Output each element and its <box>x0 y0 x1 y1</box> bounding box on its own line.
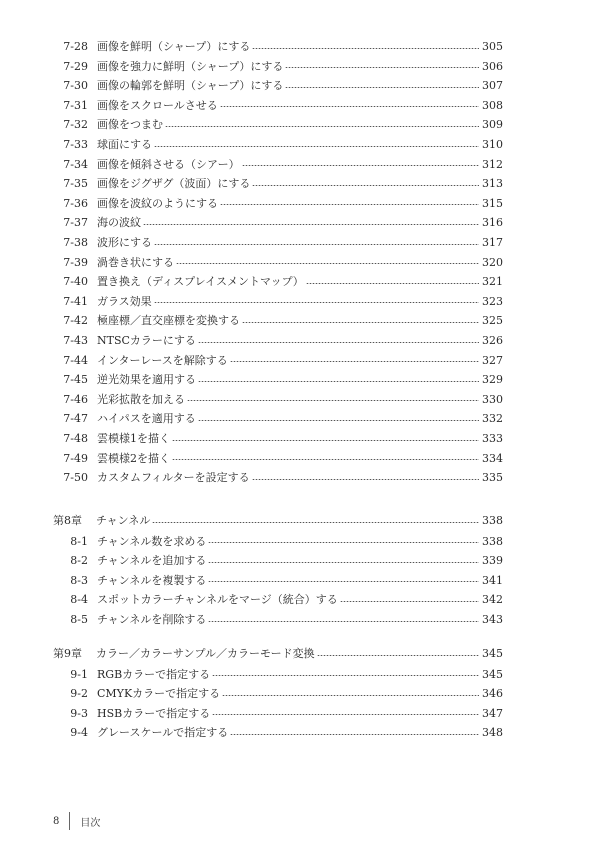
entry-title: HSBカラーで指定する <box>97 706 211 720</box>
page-number: 332 <box>482 412 503 426</box>
entry-title: 渦巻き状にする <box>97 255 174 269</box>
entry-title: 雲模様2を描く <box>97 451 170 465</box>
entry-title: 極座標／直交座標を変換する <box>97 314 240 328</box>
toc-entry <box>58 273 503 291</box>
dot-leader <box>143 224 479 225</box>
toc-entry <box>58 371 503 389</box>
dot-leader <box>154 302 479 303</box>
dot-leader <box>317 655 479 656</box>
entry-title: 海の波紋 <box>97 216 141 230</box>
entry-number: 7-47 <box>63 412 88 426</box>
toc-entry <box>58 705 503 723</box>
dot-leader <box>220 106 479 107</box>
dot-leader <box>230 734 479 735</box>
toc-entry <box>58 77 503 95</box>
page-number: 330 <box>482 392 503 406</box>
entry-title: ガラス効果 <box>97 294 152 308</box>
entry-title: NTSCカラーにする <box>97 334 196 347</box>
page-number: 329 <box>482 373 503 387</box>
entry-title: 画像を波紋のようにする <box>97 196 218 210</box>
entry-title: RGBカラーで指定する <box>97 667 211 681</box>
entry-number: 7-49 <box>63 451 88 465</box>
entry-title: 逆光効果を適用する <box>97 373 196 387</box>
entry-number: 8-5 <box>70 613 88 626</box>
toc-entry <box>58 116 503 134</box>
page-number: 326 <box>482 334 503 347</box>
toc-entry <box>58 552 503 570</box>
entry-number: 8-1 <box>70 534 88 548</box>
entry-title: 雲模様1を描く <box>97 432 170 445</box>
entry-number: 7-35 <box>63 177 88 191</box>
page-number: 309 <box>482 118 503 132</box>
entry-number: 7-38 <box>63 236 88 249</box>
entry-title: インターレースを解除する <box>97 353 228 367</box>
entry-number: 9-4 <box>70 726 88 740</box>
dot-leader <box>176 263 479 264</box>
footer-page-number: 8 <box>53 815 60 827</box>
entry-title: 波形にする <box>97 236 152 249</box>
entry-title: グレースケールで指定する <box>97 726 229 740</box>
toc-entry <box>58 666 503 684</box>
page-number: 307 <box>482 79 503 93</box>
toc-entry <box>58 58 503 76</box>
entry-number: 7-34 <box>63 157 88 171</box>
dot-leader <box>198 381 479 382</box>
dot-leader <box>198 342 479 343</box>
entry-number: 7-39 <box>63 255 88 269</box>
dot-leader <box>242 165 479 166</box>
toc-entry <box>58 195 503 213</box>
toc-chapter-heading <box>53 512 503 530</box>
toc-entry <box>58 136 503 154</box>
entry-number: 7-48 <box>63 432 88 445</box>
dot-leader <box>242 322 479 323</box>
entry-title: 画像の輪郭を鮮明（シャープ）にする <box>97 79 284 93</box>
toc-entry <box>58 430 503 448</box>
entry-number: 7-32 <box>63 118 88 132</box>
toc-entry <box>58 214 503 232</box>
entry-number: 7-43 <box>63 334 88 347</box>
dot-leader <box>220 204 479 205</box>
toc-entry <box>58 97 503 115</box>
entry-number: 7-36 <box>63 196 88 210</box>
entry-number: 7-41 <box>63 294 88 308</box>
dot-leader <box>187 400 479 401</box>
entry-number: 7-44 <box>63 353 88 367</box>
toc-entry <box>58 724 503 742</box>
toc-chapter-heading <box>53 645 503 663</box>
entry-title: スポットカラーチャンネルをマージ（統合）する <box>97 593 338 607</box>
page-number: 343 <box>482 613 503 626</box>
page-footer <box>53 812 100 830</box>
page-number: 346 <box>482 687 503 701</box>
entry-number: 8-4 <box>70 593 88 607</box>
entry-number: 8-2 <box>70 554 88 568</box>
page-number: 325 <box>482 314 503 328</box>
toc-entry <box>58 175 503 193</box>
chapter-title: チャンネル <box>96 514 151 527</box>
dot-leader <box>154 244 479 245</box>
page-number: 306 <box>482 59 503 73</box>
entry-title: 光彩拡散を加える <box>97 392 185 406</box>
dot-leader <box>208 542 479 543</box>
entry-number: 7-40 <box>63 275 88 289</box>
dot-leader <box>285 67 479 68</box>
toc-entry <box>58 332 503 350</box>
entry-title: ハイパスを適用する <box>97 412 196 426</box>
page-number: 342 <box>482 593 503 607</box>
chapter-number: 第8章 <box>53 514 82 527</box>
page-number: 312 <box>482 157 503 171</box>
dot-leader <box>208 621 479 622</box>
dot-leader <box>306 283 479 284</box>
toc-entry <box>58 572 503 590</box>
dot-leader <box>252 479 479 480</box>
toc-entry <box>58 38 503 56</box>
page-number: 333 <box>482 432 503 445</box>
dot-leader <box>212 714 479 715</box>
dot-leader <box>154 146 479 147</box>
entry-title: チャンネルを削除する <box>97 613 207 626</box>
toc-entry <box>58 591 503 609</box>
page-number: 334 <box>482 451 503 465</box>
dot-leader <box>172 459 479 460</box>
page-number: 308 <box>482 98 503 112</box>
toc-entry <box>58 234 503 252</box>
toc-entry <box>58 293 503 311</box>
toc-entry <box>58 450 503 468</box>
page-number: 345 <box>482 667 503 681</box>
entry-title: 球面にする <box>97 138 152 151</box>
entry-number: 7-46 <box>63 392 88 406</box>
dot-leader <box>252 48 479 49</box>
page-number: 335 <box>482 471 503 485</box>
dot-leader <box>198 420 479 421</box>
entry-number: 9-1 <box>70 667 88 681</box>
page-number: 348 <box>482 726 503 740</box>
entry-number: 7-37 <box>63 216 88 230</box>
entry-title: カスタムフィルターを設定する <box>97 471 250 485</box>
dot-leader <box>208 581 479 582</box>
entry-number: 7-31 <box>63 98 88 112</box>
entry-number: 7-29 <box>63 59 88 73</box>
toc-entry <box>58 410 503 428</box>
dot-leader <box>222 695 479 696</box>
page-number: 323 <box>482 294 503 308</box>
page-number: 327 <box>482 353 503 367</box>
chapter-title: カラー／カラーサンプル／カラーモード変換 <box>96 647 315 660</box>
dot-leader <box>252 185 479 186</box>
entry-title: 画像をジグザグ（波面）にする <box>97 177 251 191</box>
footer-label: 目次 <box>80 817 101 829</box>
dot-leader <box>340 601 479 602</box>
page-number: 347 <box>482 706 503 720</box>
entry-title: チャンネルを複製する <box>97 573 207 587</box>
page-number: 316 <box>482 216 503 230</box>
entry-title: 画像をつまむ <box>97 118 163 132</box>
toc-entry <box>58 533 503 551</box>
entry-title: CMYKカラーで指定する <box>97 687 221 701</box>
page-number: 310 <box>482 138 503 151</box>
dot-leader <box>212 675 479 676</box>
toc-entry <box>58 391 503 409</box>
page-number: 305 <box>482 40 503 53</box>
toc-entry <box>58 611 503 629</box>
page-number: 321 <box>482 275 503 289</box>
page-number: 317 <box>482 236 503 249</box>
page-number: 338 <box>482 534 503 548</box>
chapter-number: 第9章 <box>53 647 82 660</box>
entry-title: 画像を鮮明（シャープ）にする <box>97 40 251 53</box>
page-number: 338 <box>482 514 503 527</box>
dot-leader <box>230 361 479 362</box>
dot-leader <box>152 522 479 523</box>
entry-title: チャンネルを追加する <box>97 554 207 568</box>
entry-title: 画像を傾斜させる（シアー） <box>97 157 240 171</box>
entry-number: 7-30 <box>63 79 88 93</box>
page-number: 315 <box>482 196 503 210</box>
entry-number: 9-2 <box>70 687 88 701</box>
entry-title: チャンネル数を求める <box>97 534 207 548</box>
dot-leader <box>208 562 479 563</box>
entry-title: 画像を強力に鮮明（シャープ）にする <box>97 59 284 73</box>
toc-entry <box>58 312 503 330</box>
toc-entry <box>58 254 503 272</box>
entry-number: 7-45 <box>63 373 88 387</box>
page-number: 320 <box>482 255 503 269</box>
dot-leader <box>285 87 479 88</box>
page-number: 345 <box>482 647 503 660</box>
entry-number: 9-3 <box>70 706 88 720</box>
entry-number: 7-33 <box>63 138 88 151</box>
page-number: 339 <box>482 554 503 568</box>
footer-divider <box>69 812 70 830</box>
entry-number: 7-28 <box>63 40 88 53</box>
toc-entry <box>58 685 503 703</box>
entry-number: 7-50 <box>63 471 88 485</box>
entry-number: 7-42 <box>63 314 88 328</box>
toc-entry <box>58 469 503 487</box>
toc-entry <box>58 352 503 370</box>
dot-leader <box>172 440 479 441</box>
page-number: 313 <box>482 177 503 191</box>
page-number: 341 <box>482 573 503 587</box>
toc-entry <box>58 156 503 174</box>
entry-title: 置き換え（ディスプレイスメントマップ） <box>97 275 304 289</box>
dot-leader <box>165 126 479 127</box>
entry-title: 画像をスクロールさせる <box>97 98 218 112</box>
entry-number: 8-3 <box>70 573 88 587</box>
